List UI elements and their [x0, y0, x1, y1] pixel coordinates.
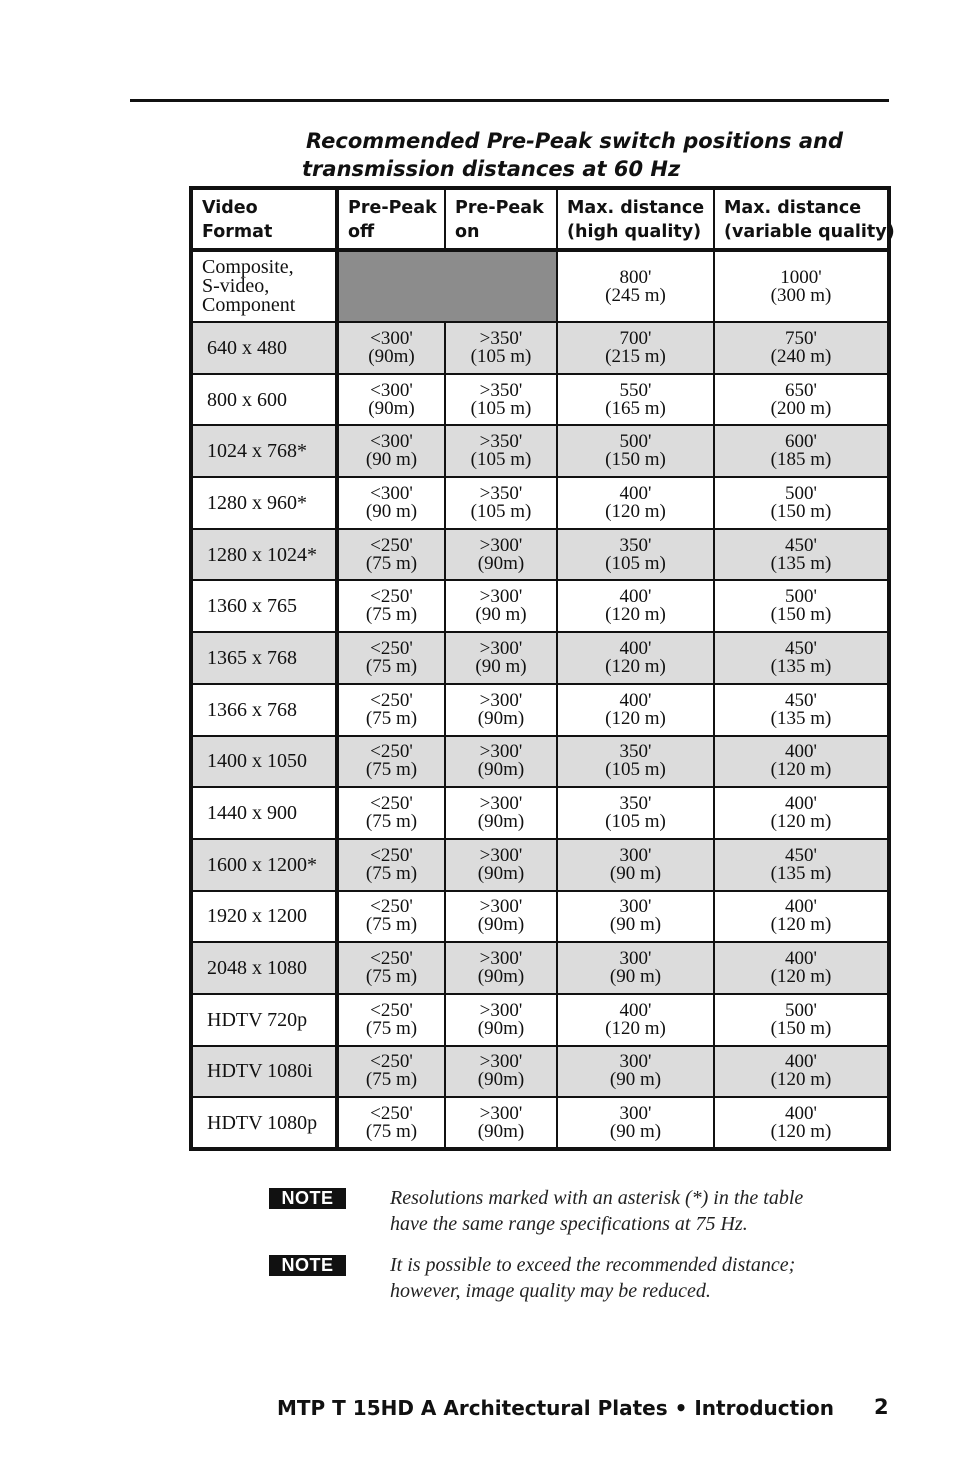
value-line: <300': [370, 431, 413, 453]
value-line: 300': [619, 1102, 652, 1124]
table-row: [191, 839, 889, 891]
format-cell: HDTV 1080p: [191, 1097, 337, 1149]
value-line: >300': [479, 637, 523, 659]
note-text: [390, 1185, 870, 1237]
variable-quality-cell: [714, 1046, 889, 1098]
format-cell: 1280 x 1024*: [191, 529, 337, 581]
value-line: <250': [370, 1102, 413, 1124]
header-line: Max. distance: [567, 198, 705, 218]
high-quality-cell: [557, 736, 714, 788]
value-line: (90m): [477, 552, 525, 574]
value-line: (90 m): [609, 862, 662, 884]
value-line: (90m): [477, 914, 525, 936]
prepeak-on-cell: [445, 529, 557, 581]
value-line: (75 m): [365, 862, 418, 884]
value-line: (300 m): [770, 284, 832, 306]
value-line: (120 m): [605, 1017, 666, 1039]
high-quality-cell: [557, 580, 714, 632]
value-line: >300': [479, 1102, 523, 1124]
prepeak-off-cell: [337, 374, 445, 426]
value-line: (90m): [477, 966, 525, 988]
value-line: >300': [479, 741, 523, 763]
value-line: (90m): [368, 397, 415, 419]
format-cell: 1440 x 900: [191, 787, 337, 839]
variable-quality-cell: [714, 891, 889, 943]
format-cell: 1366 x 768: [191, 684, 337, 736]
table-row: [191, 942, 889, 994]
value-line: <250': [370, 1051, 413, 1073]
value-line: (90 m): [609, 1069, 662, 1091]
value-line: 300': [619, 1051, 652, 1073]
spec-table: [189, 186, 895, 1151]
value-line: 300': [619, 896, 652, 918]
table-title-line-1: Recommended Pre-Peak switch positions and: [306, 129, 843, 153]
page-number: 2: [874, 1395, 889, 1419]
value-line: (90 m): [609, 966, 662, 988]
variable-quality-cell: [714, 684, 889, 736]
value-line: (135 m): [770, 552, 832, 574]
high-quality-cell: [557, 477, 714, 529]
variable-quality-cell: [714, 1097, 889, 1149]
high-quality-cell: [557, 1097, 714, 1149]
header-line: off: [348, 222, 375, 242]
value-line: >300': [479, 1051, 523, 1073]
table-row: [191, 787, 889, 839]
variable-quality-cell: [714, 787, 889, 839]
value-line: 400': [619, 637, 652, 659]
value-line: 400': [785, 1051, 817, 1073]
value-line: 350': [619, 534, 652, 556]
value-line: (90 m): [365, 449, 418, 471]
value-line: (90m): [368, 345, 415, 367]
format-line: S-video,: [202, 275, 270, 297]
value-line: (135 m): [770, 707, 832, 729]
value-line: 300': [619, 948, 652, 970]
value-line: (120 m): [770, 1120, 832, 1142]
value-line: (90m): [477, 811, 525, 833]
format-cell: 640 x 480: [191, 322, 337, 374]
value-line: <300': [370, 482, 413, 504]
value-line: 400': [785, 948, 817, 970]
prepeak-on-cell: [445, 1097, 557, 1149]
value-line: (75 m): [365, 707, 418, 729]
value-line: (75 m): [365, 1069, 418, 1091]
value-line: (120 m): [605, 500, 666, 522]
value-line: (135 m): [770, 655, 832, 677]
variable-quality-cell: [714, 942, 889, 994]
value-line: <300': [370, 379, 413, 401]
prepeak-off-cell: [337, 529, 445, 581]
value-line: 450': [785, 637, 817, 659]
prepeak-off-cell: [337, 942, 445, 994]
prepeak-off-cell: [337, 994, 445, 1046]
prepeak-off-cell: [337, 322, 445, 374]
value-line: 1000': [780, 266, 822, 288]
note-line: It is possible to exceed the recommended distance;: [390, 1254, 796, 1276]
value-line: (75 m): [365, 655, 418, 677]
variable-quality-cell: [714, 425, 889, 477]
note-badge: NOTE: [269, 1255, 346, 1276]
value-line: (75 m): [365, 914, 418, 936]
header-line: on: [455, 222, 480, 242]
header-line: Video: [202, 198, 258, 218]
variable-quality-cell: [714, 250, 889, 322]
prepeak-on-cell: [445, 891, 557, 943]
value-line: 600': [785, 431, 817, 453]
header-prepeak-off: [337, 188, 445, 250]
header-row: [191, 188, 889, 250]
header-max-distance-variable: [714, 188, 895, 250]
value-line: (75 m): [365, 1017, 418, 1039]
value-line: >300': [479, 896, 523, 918]
table-row: [191, 1097, 889, 1149]
high-quality-cell: [557, 632, 714, 684]
value-line: 450': [785, 689, 817, 711]
variable-quality-cell: [714, 632, 889, 684]
prepeak-on-cell: [445, 374, 557, 426]
prepeak-off-cell: [337, 736, 445, 788]
note-line: however, image quality may be reduced.: [390, 1280, 711, 1302]
value-line: (90 m): [475, 604, 527, 626]
value-line: (90m): [477, 1120, 525, 1142]
table-row: [191, 994, 889, 1046]
high-quality-cell: [557, 374, 714, 426]
prepeak-off-cell: [337, 787, 445, 839]
value-line: (75 m): [365, 811, 418, 833]
header-line: Format: [202, 222, 273, 242]
table-row: [191, 322, 889, 374]
blank-prepeak-cell: [337, 250, 557, 322]
value-line: <250': [370, 637, 413, 659]
format-cell: 1920 x 1200: [191, 891, 337, 943]
table-row: [191, 736, 889, 788]
value-line: 400': [619, 689, 652, 711]
format-cell: 1600 x 1200*: [191, 839, 337, 891]
table-row-composite: [191, 250, 889, 322]
prepeak-on-cell: [445, 632, 557, 684]
value-line: (105 m): [470, 449, 532, 471]
value-line: (90 m): [609, 1120, 662, 1142]
value-line: (90m): [477, 862, 525, 884]
value-line: <250': [370, 741, 413, 763]
variable-quality-cell: [714, 736, 889, 788]
top-rule: [130, 99, 889, 102]
value-line: 550': [619, 379, 652, 401]
table-title-line-2: transmission distances at 60 Hz: [302, 157, 681, 181]
table-row: [191, 529, 889, 581]
high-quality-cell: [557, 839, 714, 891]
value-line: (245 m): [605, 284, 666, 306]
value-line: (105 m): [470, 500, 532, 522]
table-row: [191, 425, 889, 477]
value-line: (75 m): [365, 759, 418, 781]
value-line: 400': [785, 896, 817, 918]
prepeak-on-cell: [445, 839, 557, 891]
high-quality-cell: [557, 425, 714, 477]
header-max-distance-high: [557, 188, 714, 250]
value-line: 450': [785, 844, 817, 866]
table-row: [191, 580, 889, 632]
prepeak-off-cell: [337, 684, 445, 736]
prepeak-off-cell: [337, 425, 445, 477]
variable-quality-cell: [714, 374, 889, 426]
prepeak-on-cell: [445, 322, 557, 374]
value-line: <250': [370, 844, 413, 866]
value-line: <300': [370, 327, 413, 349]
value-line: (135 m): [770, 862, 832, 884]
value-line: >300': [479, 793, 523, 815]
value-line: (150 m): [605, 449, 666, 471]
value-line: >300': [479, 534, 523, 556]
prepeak-on-cell: [445, 425, 557, 477]
prepeak-on-cell: [445, 580, 557, 632]
high-quality-cell: [557, 684, 714, 736]
high-quality-cell: [557, 529, 714, 581]
value-line: (90m): [477, 759, 525, 781]
value-line: 400': [785, 793, 817, 815]
high-quality-cell: [557, 1046, 714, 1098]
table-row: [191, 891, 889, 943]
format-cell: HDTV 720p: [191, 994, 337, 1046]
value-line: >300': [479, 689, 523, 711]
value-line: <250': [370, 999, 413, 1021]
value-line: 300': [619, 844, 652, 866]
value-line: (90m): [477, 707, 525, 729]
note-line: Resolutions marked with an asterisk (*) in the table: [390, 1187, 804, 1209]
high-quality-cell: [557, 787, 714, 839]
format-cell: [191, 250, 337, 322]
variable-quality-cell: [714, 580, 889, 632]
prepeak-off-cell: [337, 839, 445, 891]
value-line: >300': [479, 586, 523, 608]
value-line: (105 m): [605, 759, 666, 781]
format-cell: 1400 x 1050: [191, 736, 337, 788]
prepeak-off-cell: [337, 1046, 445, 1098]
table-row: [191, 1046, 889, 1098]
value-line: (165 m): [605, 397, 666, 419]
prepeak-off-cell: [337, 477, 445, 529]
value-line: >350': [479, 482, 523, 504]
value-line: 500': [785, 586, 817, 608]
value-line: (120 m): [770, 811, 832, 833]
value-line: (75 m): [365, 966, 418, 988]
prepeak-on-cell: [445, 736, 557, 788]
page-footer: MTP T 15HD A Architectural Plates • Introduction: [277, 1396, 834, 1420]
value-line: >350': [479, 431, 523, 453]
high-quality-cell: [557, 994, 714, 1046]
value-line: (90 m): [609, 914, 662, 936]
value-line: 350': [619, 741, 652, 763]
value-line: 450': [785, 534, 817, 556]
value-line: (120 m): [770, 1069, 832, 1091]
header-line: (variable quality): [724, 222, 895, 242]
header-line: Max. distance: [724, 198, 862, 218]
variable-quality-cell: [714, 322, 889, 374]
variable-quality-cell: [714, 477, 889, 529]
value-line: (150 m): [770, 1017, 832, 1039]
table-row: [191, 477, 889, 529]
value-line: (75 m): [365, 552, 418, 574]
format-line: Component: [202, 294, 296, 316]
value-line: 750': [785, 327, 817, 349]
value-line: <250': [370, 534, 413, 556]
value-line: 500': [619, 431, 652, 453]
prepeak-on-cell: [445, 942, 557, 994]
header-video-format: [191, 188, 337, 250]
value-line: (90 m): [365, 500, 418, 522]
format-cell: 1024 x 768*: [191, 425, 337, 477]
value-line: (120 m): [770, 966, 832, 988]
header-line: (high quality): [567, 222, 702, 242]
format-cell: HDTV 1080i: [191, 1046, 337, 1098]
value-line: 400': [619, 999, 652, 1021]
value-line: >300': [479, 948, 523, 970]
high-quality-cell: [557, 942, 714, 994]
value-line: (150 m): [770, 604, 832, 626]
note-line: have the same range specifications at 75 Hz.: [390, 1213, 748, 1235]
value-line: >350': [479, 327, 523, 349]
header-line: Pre-Peak: [348, 198, 437, 218]
value-line: <250': [370, 896, 413, 918]
format-cell: 800 x 600: [191, 374, 337, 426]
prepeak-off-cell: [337, 580, 445, 632]
value-line: (90 m): [475, 655, 527, 677]
value-line: 400': [619, 482, 652, 504]
value-line: 350': [619, 793, 652, 815]
value-line: (105 m): [470, 397, 532, 419]
format-cell: 1365 x 768: [191, 632, 337, 684]
prepeak-off-cell: [337, 1097, 445, 1149]
note-text: [390, 1252, 870, 1304]
value-line: (75 m): [365, 604, 418, 626]
value-line: 800': [619, 266, 652, 288]
value-line: (90m): [477, 1017, 525, 1039]
table-title: [302, 127, 882, 183]
prepeak-on-cell: [445, 1046, 557, 1098]
high-quality-cell: [557, 322, 714, 374]
value-line: (120 m): [770, 914, 832, 936]
value-line: >300': [479, 999, 523, 1021]
value-line: 400': [785, 741, 817, 763]
table-row: [191, 684, 889, 736]
value-line: (105 m): [605, 552, 666, 574]
header-line: Pre-Peak: [455, 198, 544, 218]
value-line: (120 m): [770, 759, 832, 781]
value-line: <250': [370, 586, 413, 608]
format-cell: 2048 x 1080: [191, 942, 337, 994]
value-line: <250': [370, 689, 413, 711]
value-line: (185 m): [770, 449, 832, 471]
table-row: [191, 374, 889, 426]
value-line: 700': [619, 327, 652, 349]
value-line: (90m): [477, 1069, 525, 1091]
table-row: [191, 632, 889, 684]
format-cell: 1360 x 765: [191, 580, 337, 632]
value-line: (120 m): [605, 707, 666, 729]
value-line: 400': [785, 1102, 817, 1124]
value-line: (105 m): [605, 811, 666, 833]
value-line: (105 m): [470, 345, 532, 367]
format-line: Composite,: [202, 256, 294, 278]
value-line: (215 m): [605, 345, 666, 367]
variable-quality-cell: [714, 839, 889, 891]
value-line: (200 m): [770, 397, 832, 419]
prepeak-on-cell: [445, 787, 557, 839]
value-line: (120 m): [605, 655, 666, 677]
value-line: 650': [785, 379, 817, 401]
value-line: 500': [785, 482, 817, 504]
value-line: 500': [785, 999, 817, 1021]
prepeak-off-cell: [337, 632, 445, 684]
header-prepeak-on: [445, 188, 557, 250]
prepeak-on-cell: [445, 477, 557, 529]
prepeak-off-cell: [337, 891, 445, 943]
value-line: (75 m): [365, 1120, 418, 1142]
prepeak-on-cell: [445, 684, 557, 736]
value-line: (120 m): [605, 604, 666, 626]
value-line: <250': [370, 793, 413, 815]
value-line: (150 m): [770, 500, 832, 522]
high-quality-cell: [557, 250, 714, 322]
prepeak-on-cell: [445, 994, 557, 1046]
high-quality-cell: [557, 891, 714, 943]
variable-quality-cell: [714, 994, 889, 1046]
note-badge: NOTE: [269, 1188, 346, 1209]
format-cell: 1280 x 960*: [191, 477, 337, 529]
value-line: <250': [370, 948, 413, 970]
value-line: >350': [479, 379, 523, 401]
value-line: 400': [619, 586, 652, 608]
variable-quality-cell: [714, 529, 889, 581]
value-line: (240 m): [770, 345, 832, 367]
value-line: >300': [479, 844, 523, 866]
